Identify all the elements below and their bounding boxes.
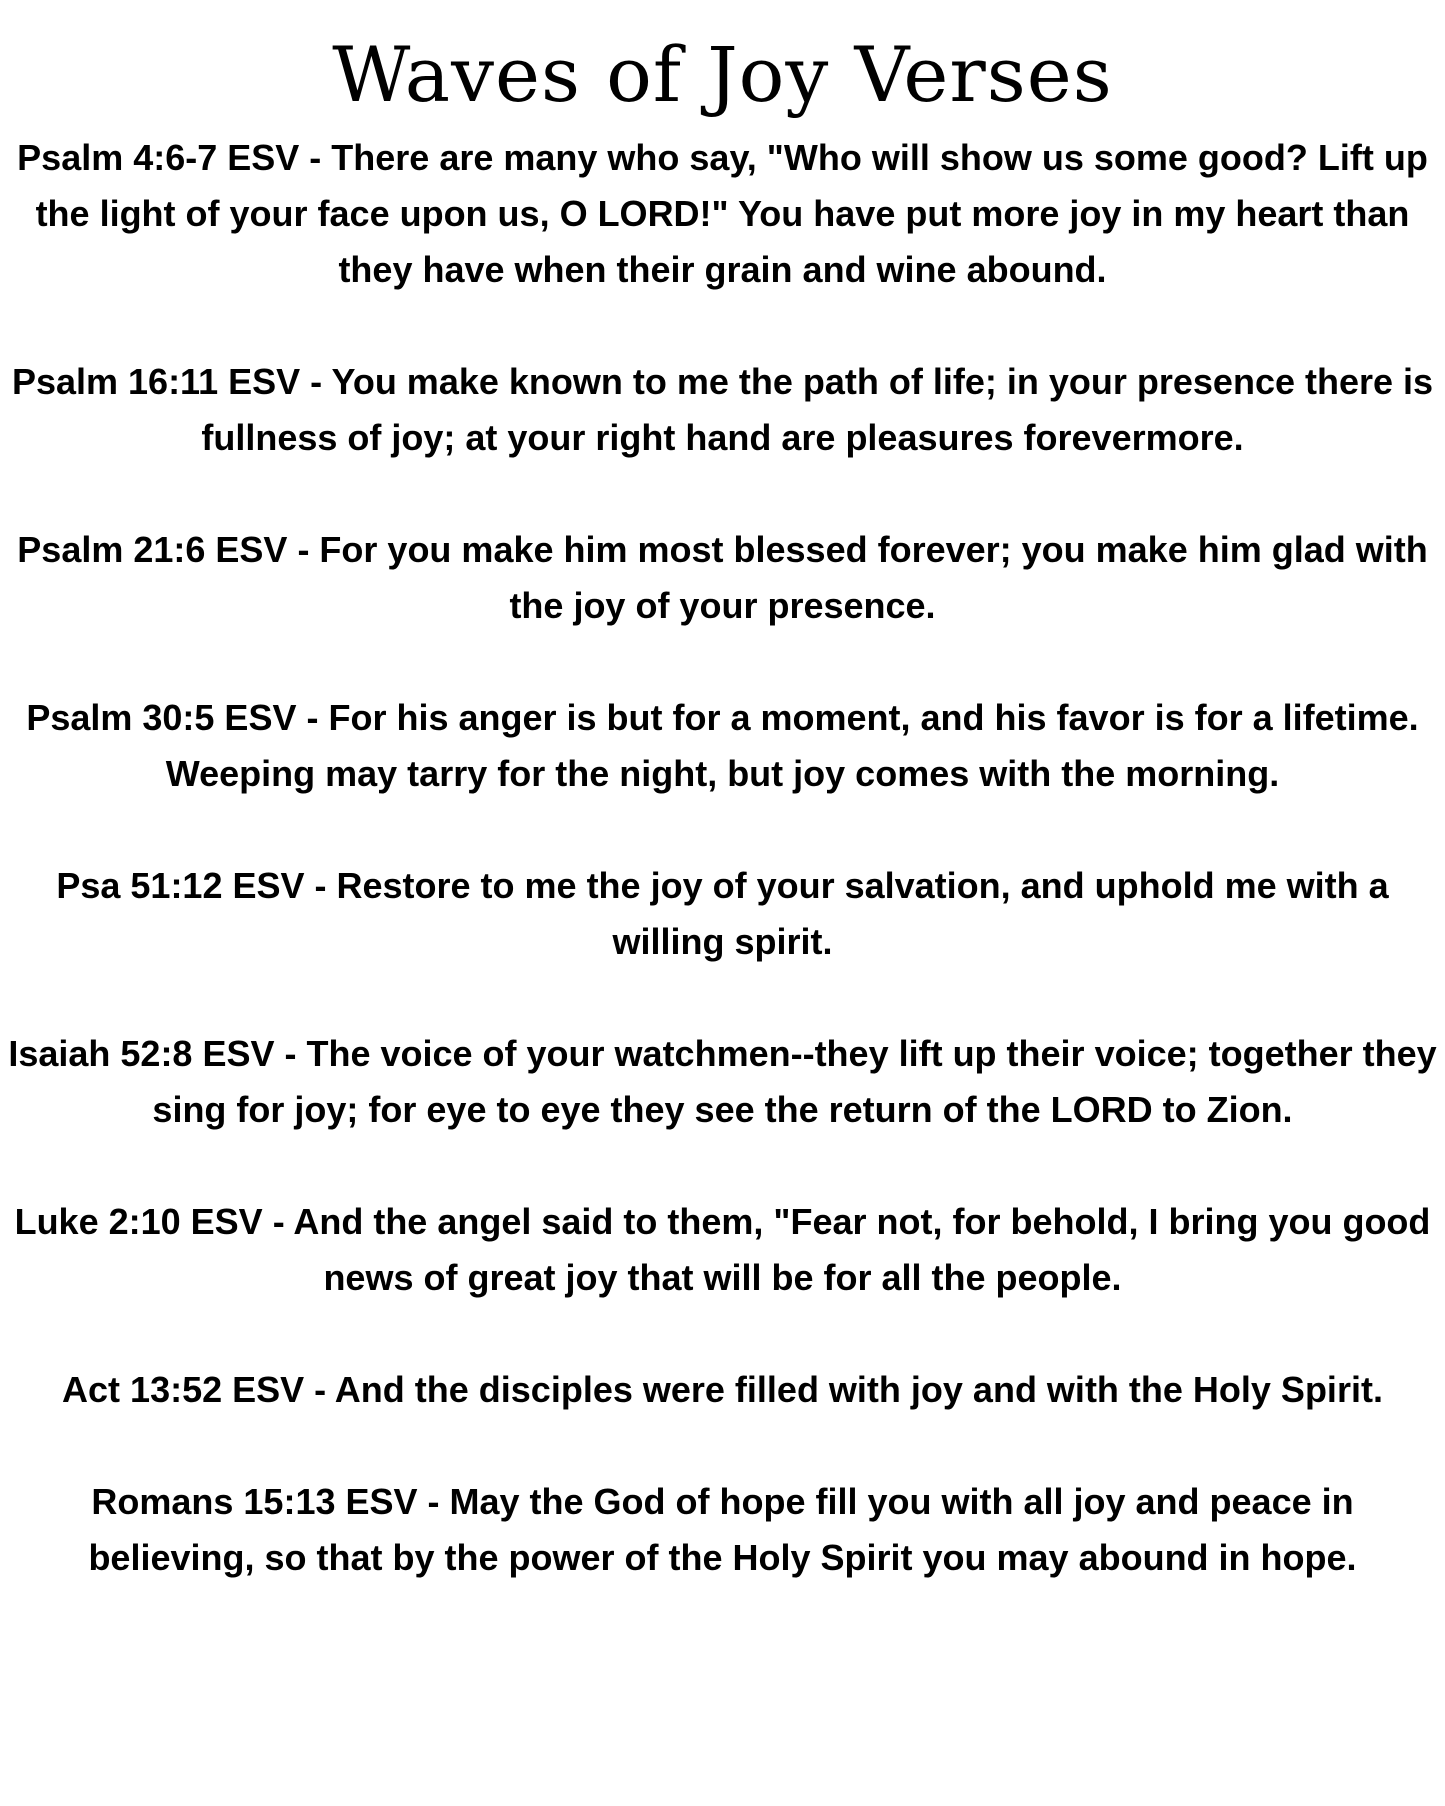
- verse-psalm-4: Psalm 4:6-7 ESV - There are many who say, "Who will show us some good? Lift up the light of your face upon us, O LORD!" You have put more joy in my heart than they have when their grain and wine abound.: [17, 137, 1428, 290]
- verse-acts-13: Act 13:52 ESV - And the disciples were filled with joy and with the Holy Spirit.: [62, 1369, 1383, 1410]
- verse-psalm-16: Psalm 16:11 ESV - You make known to me the path of life; in your presence there is fullness of joy; at your right hand are pleasures forevermore.: [11, 361, 1434, 458]
- verse-psalm-30: Psalm 30:5 ESV - For his anger is but for a moment, and his favor is for a lifetime. Weeping may tarry for the night, but joy comes with the morning.: [26, 697, 1419, 794]
- verse-psalm-21: Psalm 21:6 ESV - For you make him most blessed forever; you make him glad with the joy of your presence.: [17, 529, 1428, 626]
- verse-psalm-51: Psa 51:12 ESV - Restore to me the joy of your salvation, and uphold me with a willing spirit.: [56, 865, 1389, 962]
- verse-luke-2: Luke 2:10 ESV - And the angel said to them, "Fear not, for behold, I bring you good news of great joy that will be for all the people.: [14, 1201, 1431, 1298]
- verse-isaiah-52: Isaiah 52:8 ESV - The voice of your watchmen--they lift up their voice; together they sing for joy; for eye to eye they see the return of the LORD to Zion.: [8, 1033, 1437, 1130]
- verse-romans-15: Romans 15:13 ESV - May the God of hope fill you with all joy and peace in believing, so that by the power of the Holy Spirit you may abound in hope.: [88, 1481, 1357, 1578]
- verse-list: [0, 130, 1445, 1586]
- page-title: Waves of Joy Verses: [332, 30, 1113, 119]
